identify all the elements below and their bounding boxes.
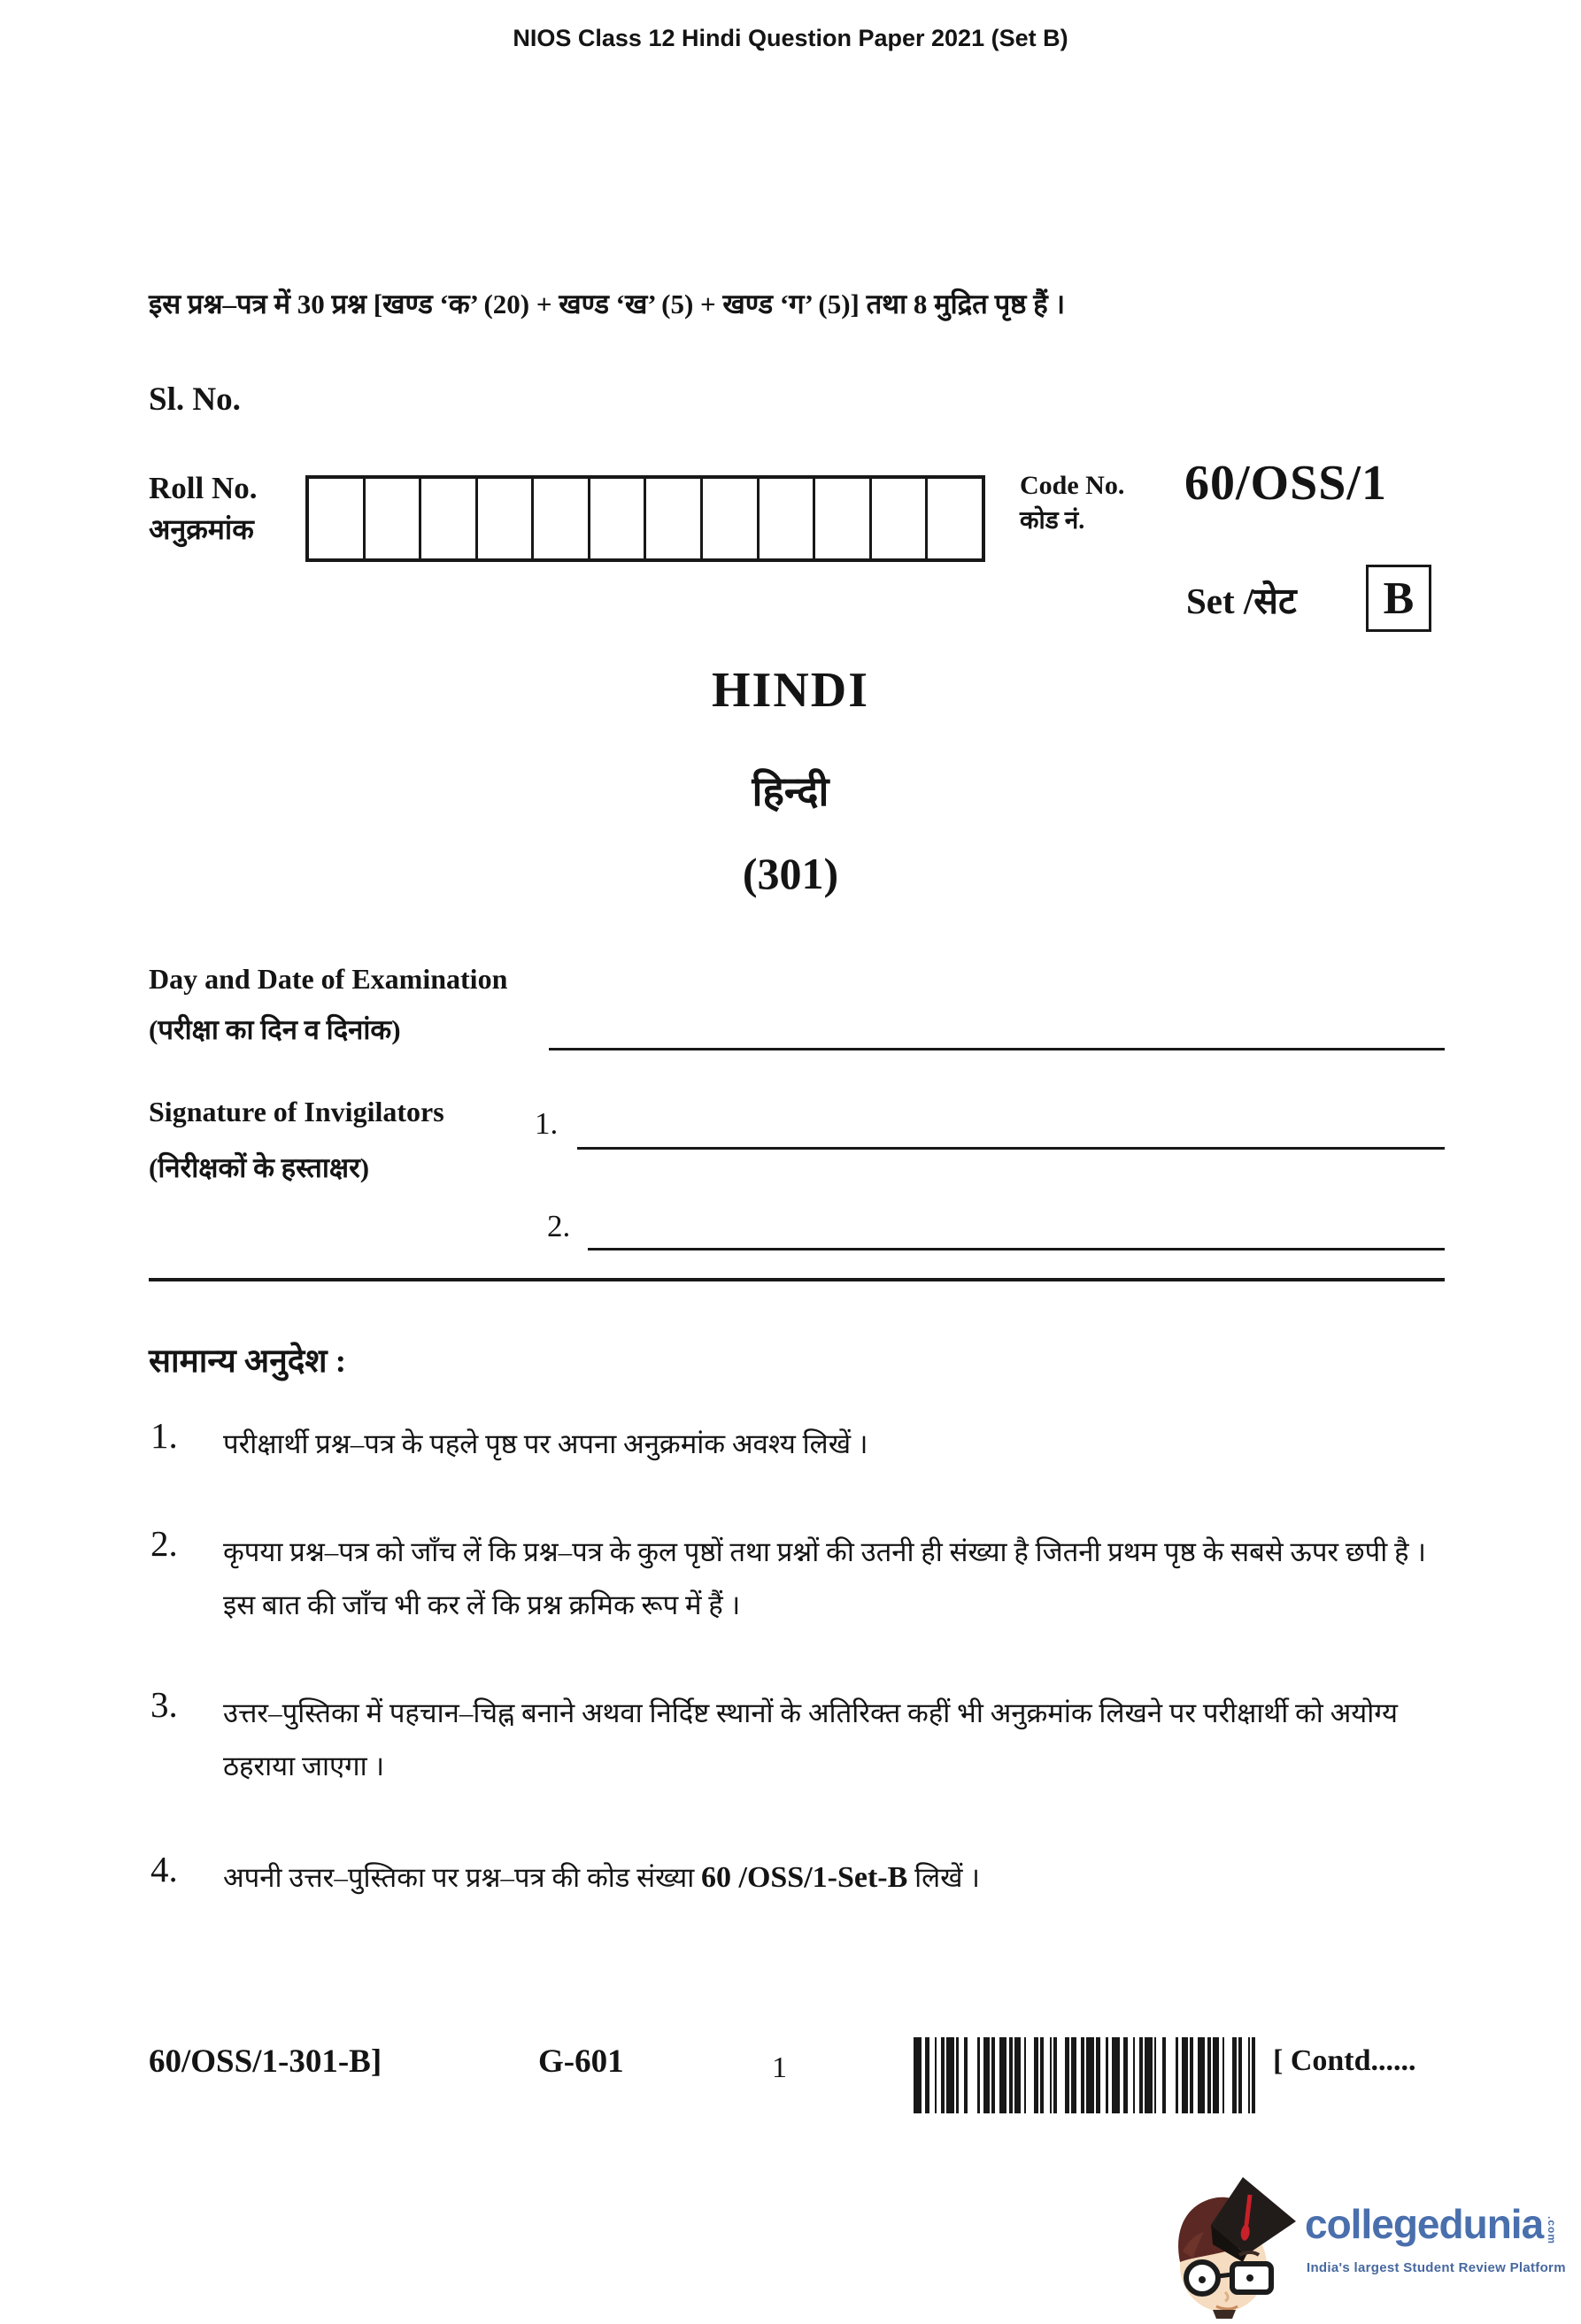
instruction-number: 3. (150, 1684, 178, 1725)
roll-number-cell (421, 479, 478, 558)
question-count-note: इस प्रश्न–पत्र में 30 प्रश्न [खण्ड ‘क’ (20) + खण्ड ‘ख’ (5) + खण्ड ‘ग’ (5)] तथा 8 मुद्रित पृष्ठ हैं । (149, 289, 1066, 319)
signature-line-1 (577, 1147, 1445, 1150)
code-number-value: 60/OSS/1 (1184, 456, 1387, 511)
roll-number-grid (305, 475, 985, 562)
barcode-stripe (1057, 2037, 1065, 2113)
barcode-stripe (983, 2037, 990, 2113)
instruction-item-1 (149, 1415, 1454, 1471)
roll-number-cell (928, 479, 982, 558)
instruction-item-3 (149, 1684, 1454, 1793)
roll-number-cell (366, 479, 422, 558)
collegedunia-mascot-icon (1158, 2170, 1300, 2319)
subject-title-hi: हिन्दी (752, 769, 829, 814)
barcode-stripe (929, 2037, 936, 2113)
serial-number-label: Sl. No. (149, 381, 241, 418)
barcode-stripe (1145, 2037, 1153, 2113)
code-number-label-en: Code No. (1020, 471, 1125, 500)
instruction-item-4 (149, 1851, 1454, 1905)
invigilator-signature-label-en: Signature of Invigilators (149, 1096, 444, 1127)
exam-date-label-en: Day and Date of Examination (149, 963, 508, 995)
invigilator-signature-label-hi: (निरीक्षकों के हस्ताक्षर) (149, 1152, 370, 1183)
instruction-number: 1. (150, 1415, 178, 1456)
barcode-stripe (999, 2037, 1007, 2113)
instruction-text: उत्तर–पुस्तिका में पहचान–चिह्न बनाने अथवा निर्दिष्ट स्थानों के अतिरिक्त कहीं भी अनुक्रमांक लिखने पर परीक्षार्थी को अयोग्य ठहराया जाएगा । (223, 1697, 1398, 1781)
barcode-stripe (1156, 2037, 1162, 2113)
barcode-stripe (1100, 2037, 1107, 2113)
barcode-stripe (1044, 2037, 1050, 2113)
instruction-text: कृपया प्रश्न–पत्र को जाँच लें कि प्रश्न–पत्र के कुल पृष्ठों तथा प्रश्नों की उतनी ही संख्या है जितनी प्रथम पृष्ठ के सबसे ऊपर छपी है । इस बात की जाँच भी कर लें कि प्रश्न क्रमिक रूप में हैं । (223, 1536, 1426, 1620)
instruction-number: 4. (150, 1849, 178, 1889)
roll-number-cell (478, 479, 535, 558)
instruction-item-2 (149, 1523, 1454, 1632)
barcode-stripe (1014, 2037, 1021, 2113)
barcode-stripe (968, 2037, 977, 2113)
roll-number-cell (646, 479, 703, 558)
collegedunia-dot-com: .com (1546, 2216, 1559, 2245)
code-number-label-hi: कोड नं. (1020, 507, 1085, 535)
roll-number-cell (534, 479, 590, 558)
booklet-code-inline: 60 /OSS/1-Set-B (701, 1861, 908, 1894)
barcode-stripe (1026, 2037, 1034, 2113)
barcode-stripe (1128, 2037, 1134, 2113)
barcode-stripe (1182, 2037, 1188, 2113)
roll-number-label-hi: अनुक्रमांक (149, 513, 254, 545)
signature-line-2-number: 2. (547, 1209, 571, 1243)
roll-number-cell (703, 479, 760, 558)
barcode-stripe (1071, 2037, 1077, 2113)
barcode-stripe (1224, 2037, 1232, 2113)
subject-title-en: HINDI (711, 663, 870, 718)
collegedunia-wordmark: collegedunia (1305, 2201, 1544, 2247)
barcode-stripe (1242, 2037, 1248, 2113)
roll-number-cell (590, 479, 647, 558)
barcode-stripe (914, 2037, 922, 2113)
roll-number-cell (815, 479, 872, 558)
set-value-box: B (1366, 565, 1431, 632)
instruction-number: 2. (150, 1523, 178, 1564)
barcode-stripe (1255, 2037, 1259, 2113)
barcode-stripe (1198, 2037, 1206, 2113)
general-instructions-heading: सामान्य अनुदेश : (149, 1343, 347, 1380)
footer-contd-label: [ Contd...... (1273, 2044, 1416, 2077)
footer-page-number: 1 (772, 2051, 787, 2084)
subject-code: (301) (742, 849, 839, 898)
instruction-text: परीक्षार्थी प्रश्न–पत्र के पहले पृष्ठ पर अपना अनुक्रमांक अवश्य लिखें । (223, 1428, 868, 1459)
collegedunia-tagline: India's largest Student Review Platform (1307, 2260, 1566, 2275)
exam-date-fill-line (549, 1048, 1445, 1050)
footer-booklet-code: G-601 (538, 2043, 624, 2080)
signature-line-2 (588, 1248, 1445, 1250)
barcode-stripe (959, 2037, 965, 2113)
footer-paper-code: 60/OSS/1-301-B] (149, 2043, 382, 2080)
roll-number-label-en: Roll No. (149, 471, 258, 505)
barcode-stripe (1086, 2037, 1094, 2113)
signature-line-1-number: 1. (535, 1106, 559, 1141)
exam-date-label-hi: (परीक्षा का दिन व दिनांक) (149, 1014, 401, 1045)
instruction-text: अपनी उत्तर–पुस्तिका पर प्रश्न–पत्र की कोड संख्या 60 /OSS/1-Set-B लिखें । (223, 1861, 980, 1894)
page-title: NIOS Class 12 Hindi Question Paper 2021 (Set B) (513, 25, 1068, 51)
section-divider-rule (149, 1278, 1445, 1281)
roll-number-cell (760, 479, 816, 558)
roll-number-cell (309, 479, 366, 558)
barcode (914, 2037, 1259, 2113)
barcode-stripe (1166, 2037, 1176, 2113)
barcode-stripe (946, 2037, 954, 2113)
set-label: Set /सेट (1186, 581, 1297, 621)
barcode-stripe (1112, 2037, 1120, 2113)
barcode-stripe (1213, 2037, 1219, 2113)
roll-number-cell (872, 479, 929, 558)
collegedunia-logo (1158, 2170, 1574, 2319)
